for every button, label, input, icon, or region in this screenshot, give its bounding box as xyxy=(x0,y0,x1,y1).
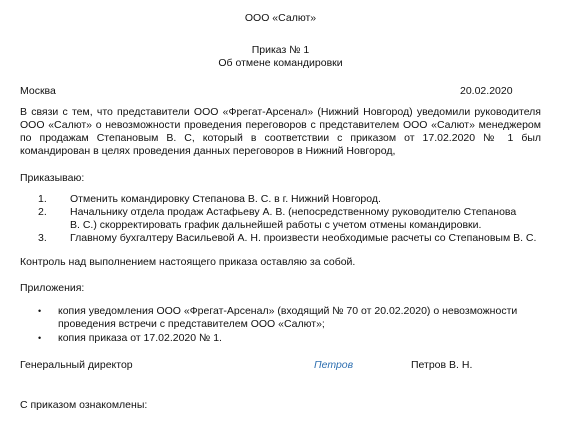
item-text: Отменить командировку Степанова В. С. в г. Нижний Новгород. xyxy=(70,193,381,205)
acknowledged-label: С приказом ознакомлены: xyxy=(20,399,148,411)
city: Москва xyxy=(20,85,56,97)
order-word: Приказываю: xyxy=(20,172,85,184)
company-name: ООО «Салют» xyxy=(244,12,317,24)
item-number: 3. xyxy=(38,232,47,244)
preamble-line: командирован в целях проведения данных переговоров в Нижний Новгород, xyxy=(20,145,396,157)
item-text: Начальнику отдела продаж Астафьеву А. В. (непосредственному руководителю Степанова xyxy=(70,206,517,218)
attachment-text: проведения встречи с представителем ООО «Салют»; xyxy=(58,318,325,330)
signature: Петров xyxy=(314,359,354,371)
preamble-line: по продажам Степановым В. С, который в соответствии с приказом от 17.02.2020 № 1 был xyxy=(20,132,541,144)
item-text: В. С.) скорректировать график дальнейшей работы с учетом отмены командировки. xyxy=(70,219,482,231)
attachment-text: копия уведомления ООО «Фрегат-Арсенал» (входящий № 70 от 20.02.2020) о невозможности xyxy=(58,305,518,317)
signer-title: Генеральный директор xyxy=(20,359,133,371)
preamble-line: В связи с тем, что представители ООО «Фрегат-Арсенал» (Нижний Новгород) уведомили руководителя xyxy=(20,106,541,118)
order-date: 20.02.2020 xyxy=(460,85,513,97)
preamble-line: ООО «Салют» о невозможности проведения переговоров с представителем ООО «Салют» менеджером xyxy=(20,119,541,131)
item-text: Главному бухгалтеру Васильевой А. Н. произвести необходимые расчеты со Степановым В. С. xyxy=(70,232,537,244)
item-number: 1. xyxy=(38,193,47,205)
bullet-icon: • xyxy=(38,333,42,343)
signer-name: Петров В. Н. xyxy=(411,359,473,371)
control-text: Контроль над выполнением настоящего приказа оставляю за собой. xyxy=(20,256,356,268)
attachments-label: Приложения: xyxy=(20,282,85,294)
order-subject: Об отмене командировки xyxy=(218,57,343,69)
bullet-icon: • xyxy=(38,306,42,316)
item-number: 2. xyxy=(38,206,47,218)
attachment-text: копия приказа от 17.02.2020 № 1. xyxy=(58,332,222,344)
order-title: Приказ № 1 xyxy=(251,44,310,56)
